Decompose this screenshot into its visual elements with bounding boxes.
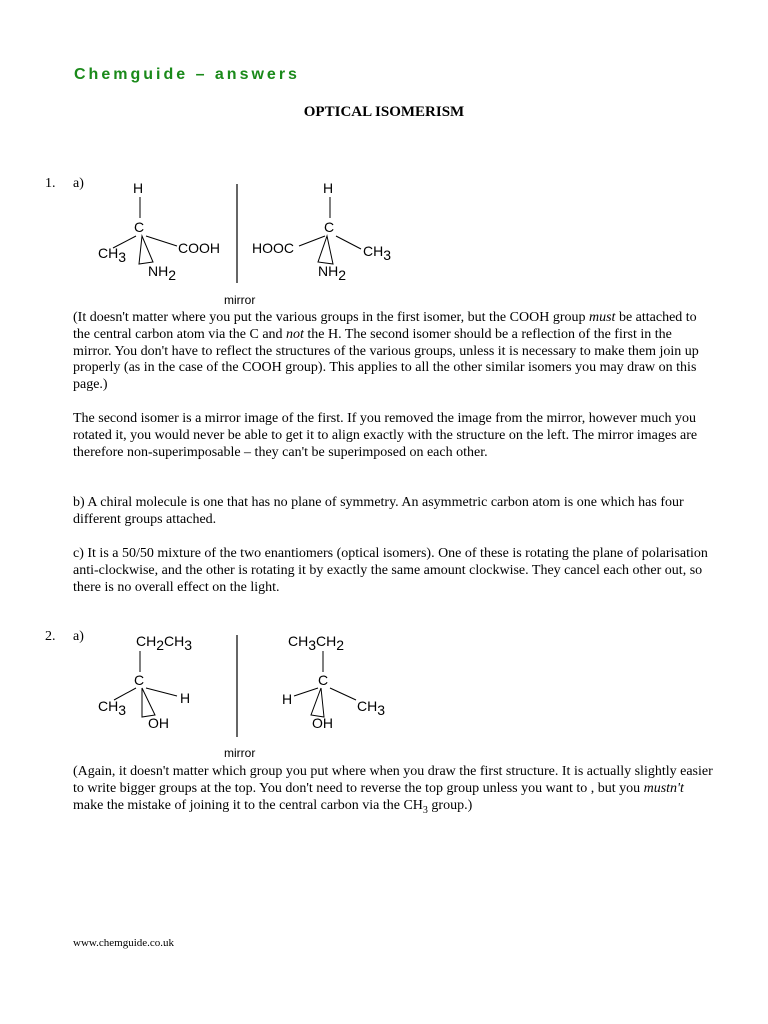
q2-structure-diagram xyxy=(0,625,768,765)
q2-left-carbon-label: C xyxy=(134,672,145,688)
question-2-part-a: a) xyxy=(73,629,84,644)
q1-left-ch3-label: CH3 xyxy=(98,245,127,265)
q2-explanation-paragraph: (Again, it doesn't matter which group you put where when you draw the first structure. It is actually slightly easier to write bigger groups at the top. You don't need to reverse the top group unless you want to , but you mustn't make the mistake of joining it to the central carbon via the $CH_3$ group.) xyxy=(73,764,713,816)
q2-right-ch3-label: CH3 xyxy=(357,698,386,718)
q1-mirror-label: mirror xyxy=(224,293,256,307)
q1-part-b-answer: b) A chiral molecule is one that has no plane of symmetry. An asymmetric carbon atom is one which has four different groups attached. xyxy=(73,495,684,527)
q2-mirror-label: mirror xyxy=(224,746,256,760)
question-number-2: 2. xyxy=(45,629,56,644)
q2-left-ch3-label: CH3 xyxy=(98,698,127,718)
q1-right-ch3-label: CH3 xyxy=(363,243,392,263)
q1-mirror-image-paragraph: The second isomer is a mirror image of the first. If you removed the image from the mirror, however much you rotated it, you would never be able to get it to align exactly with the structure on the left. The mirror images are therefore non-superimposable – they can't be superimposed on each other. xyxy=(73,411,698,460)
question-1-part-a: a) xyxy=(73,176,84,191)
q1-left-h-label: H xyxy=(133,180,144,196)
q1-left-carbon-label: C xyxy=(134,219,145,235)
page-title: OPTICAL ISOMERISM xyxy=(303,104,465,120)
q2-right-wedge-bond xyxy=(311,688,324,717)
q1-left-nh2-label: NH2 xyxy=(148,263,177,283)
q1-explanation-paragraph: (It doesn't matter where you put the various groups in the first isomer, but the COOH group must be attached to the central carbon atom via the C and not the H. The second isomer should be a reflection of the first in the mirror. You don't have to reflect the structures of the various groups, unless it is necessary to make them join up properly (as in the case of the COOH group). This applies to all the other similar isomers you may draw on this page.) xyxy=(73,310,699,393)
q2-left-h-label: H xyxy=(180,690,191,706)
q2-right-ch3ch2-label: CH3CH2 xyxy=(288,633,345,653)
q2-left-oh-label: OH xyxy=(148,715,169,731)
q2-right-carbon-label: C xyxy=(318,672,329,688)
site-brand: Chemguide – answers xyxy=(74,66,300,83)
q2-left-ch2ch3-label: CH2CH3 xyxy=(136,633,193,653)
question-number-1: 1. xyxy=(45,176,56,191)
q2-right-h-label: H xyxy=(282,691,293,707)
q2-left-wedge-bond xyxy=(142,688,155,717)
footer-url: www.chemguide.co.uk xyxy=(73,937,175,949)
q1-right-wedge-bond xyxy=(318,236,333,264)
q1-left-wedge-bond xyxy=(139,236,153,264)
q1-right-hooc-label: HOOC xyxy=(252,240,294,256)
q1-right-nh2-label: NH2 xyxy=(318,263,347,283)
q1-part-c-answer: c) It is a 50/50 mixture of the two enantiomers (optical isomers). One of these is rotating the plane of polarisation anti-clockwise, and the other is rotating it by exactly the same amount clockwise. They cancel each other out, so there is no overall effect on the light. xyxy=(73,546,708,595)
q1-right-carbon-label: C xyxy=(324,219,335,235)
q1-right-h-label: H xyxy=(323,180,334,196)
q1-left-cooh-label: COOH xyxy=(178,240,220,256)
q1-structure-diagram xyxy=(0,170,768,315)
q2-right-oh-label: OH xyxy=(312,715,333,731)
